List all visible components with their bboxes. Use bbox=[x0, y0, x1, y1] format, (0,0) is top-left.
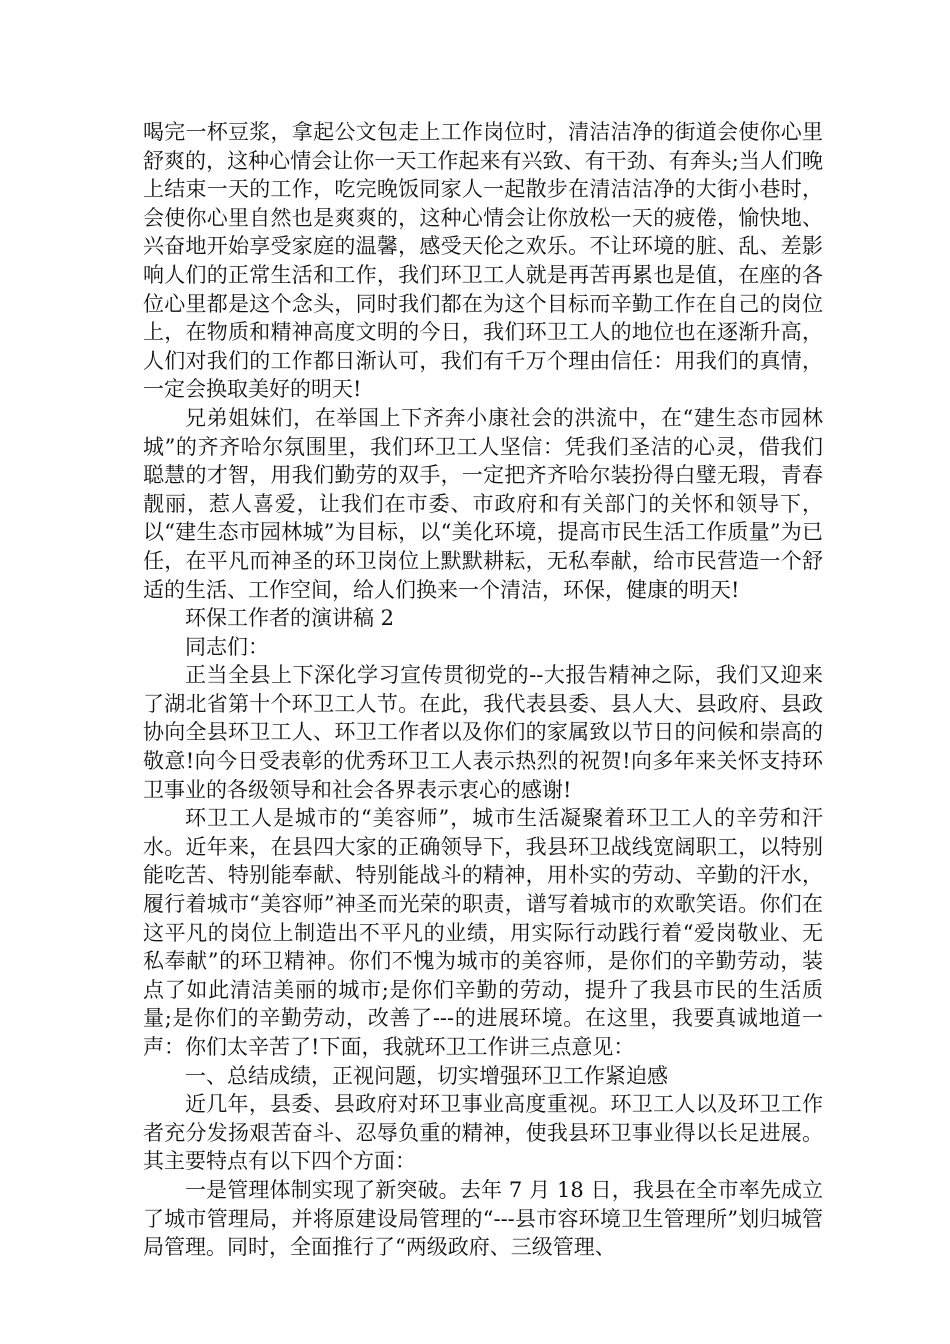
section-heading: 环保工作者的演讲稿 2 bbox=[185, 606, 395, 631]
paragraph-3: 正当全县上下深化学习宣传贯彻党的--大报告精神之际，我们又迎来了湖北省第十个环卫工人节。在此，我代表县委、县人大、县政府、县政协向全县环卫工人、环卫工作者以及你们的家属致以节日的问候和崇高的敬意!向今日受表彰的优秀环卫工人表示热烈的祝贺!向多年来关怀支持环卫事业的各级领导和社会各界表示衷心的感谢! bbox=[143, 663, 823, 802]
paragraph-4: 环卫工人是城市的“美容师”，城市生活凝聚着环卫工人的辛劳和汗水。近年来，在县四大家的正确领导下，我县环卫战线宽阔职工，以特别能吃苦、特别能奉献、特别能战斗的精神，用朴实的劳动、辛勤的汗水，履行着城市“美容师”神圣而光荣的职责，谱写着城市的欢歌笑语。你们在这平凡的岗位上制造出不平凡的业绩，用实际行动践行着“爱岗敬业、无私奉献”的环卫精神。你们不愧为城市的美容师，是你们的辛勤劳动，装点了如此清洁美丽的城市;是你们辛勤的劳动，提升了我县市民的生活质量;是你们的辛勤劳动，改善了---的进展环境。在这里，我要真诚地道一声：你们太辛苦了!下面，我就环卫工作讲三点意见： bbox=[143, 806, 823, 1059]
paragraph-6: 一是管理体制实现了新突破。去年 7 月 18 日，我县在全市率先成立了城市管理局，并将原建设局管理的“---县市容环境卫生管理所”划归城管局管理。同时，全面推行了“两级政府、三级管理、 bbox=[143, 1177, 823, 1260]
paragraph-2: 兄弟姐妹们，在举国上下齐奔小康社会的洪流中，在“建生态市园林城”的齐齐哈尔氛围里，我们环卫工人坚信：凭我们圣洁的心灵，借我们聪慧的才智，用我们勤劳的双手，一定把齐齐哈尔装扮得白璧无瑕，青春靓丽，惹人喜爱，让我们在市委、市政府和有关部门的关怀和领导下，以“建生态市园林城”为目标，以“美化环境，提高市民生活工作质量”为已任，在平凡而神圣的环卫岗位上默默耕耘，无私奉献，给市民营造一个舒适的生活、工作空间，给人们换来一个清洁，环保，健康的明天! bbox=[143, 405, 823, 602]
paragraph-5: 近几年，县委、县政府对环卫事业高度重视。环卫工人以及环卫工作者充分发扬艰苦奋斗、忍辱负重的精神，使我县环卫事业得以长足进展。其主要特点有以下四个方面： bbox=[143, 1092, 823, 1174]
document-body bbox=[143, 118, 823, 1262]
salutation: 同志们： bbox=[185, 634, 269, 659]
paragraph-1: 喝完一杯豆浆，拿起公文包走上工作岗位时，清洁洁净的街道会使你心里舒爽的，这种心情会让你一天工作起来有兴致、有干劲、有奔头;当人们晚上结束一天的工作，吃完晚饭同家人一起散步在清洁洁净的大街小巷时，会使你心里自然也是爽爽的，这种心情会让你放松一天的疲倦，愉快地、兴奋地开始享受家庭的温馨，感受天伦之欢乐。不让环境的脏、乱、差影响人们的正常生活和工作，我们环卫工人就是再苦再累也是值，在座的各位心里都是这个念头，同时我们都在为这个目标而辛勤工作在自己的岗位上，在物质和精神高度文明的今日，我们环卫工人的地位也在逐渐升高，人们对我们的工作都日渐认可，我们有千万个理由信任：用我们的真情，一定会换取美好的明天! bbox=[143, 120, 823, 402]
subheading-1: 一、总结成绩，正视问题，切实增强环卫工作紧迫感 bbox=[185, 1063, 668, 1088]
